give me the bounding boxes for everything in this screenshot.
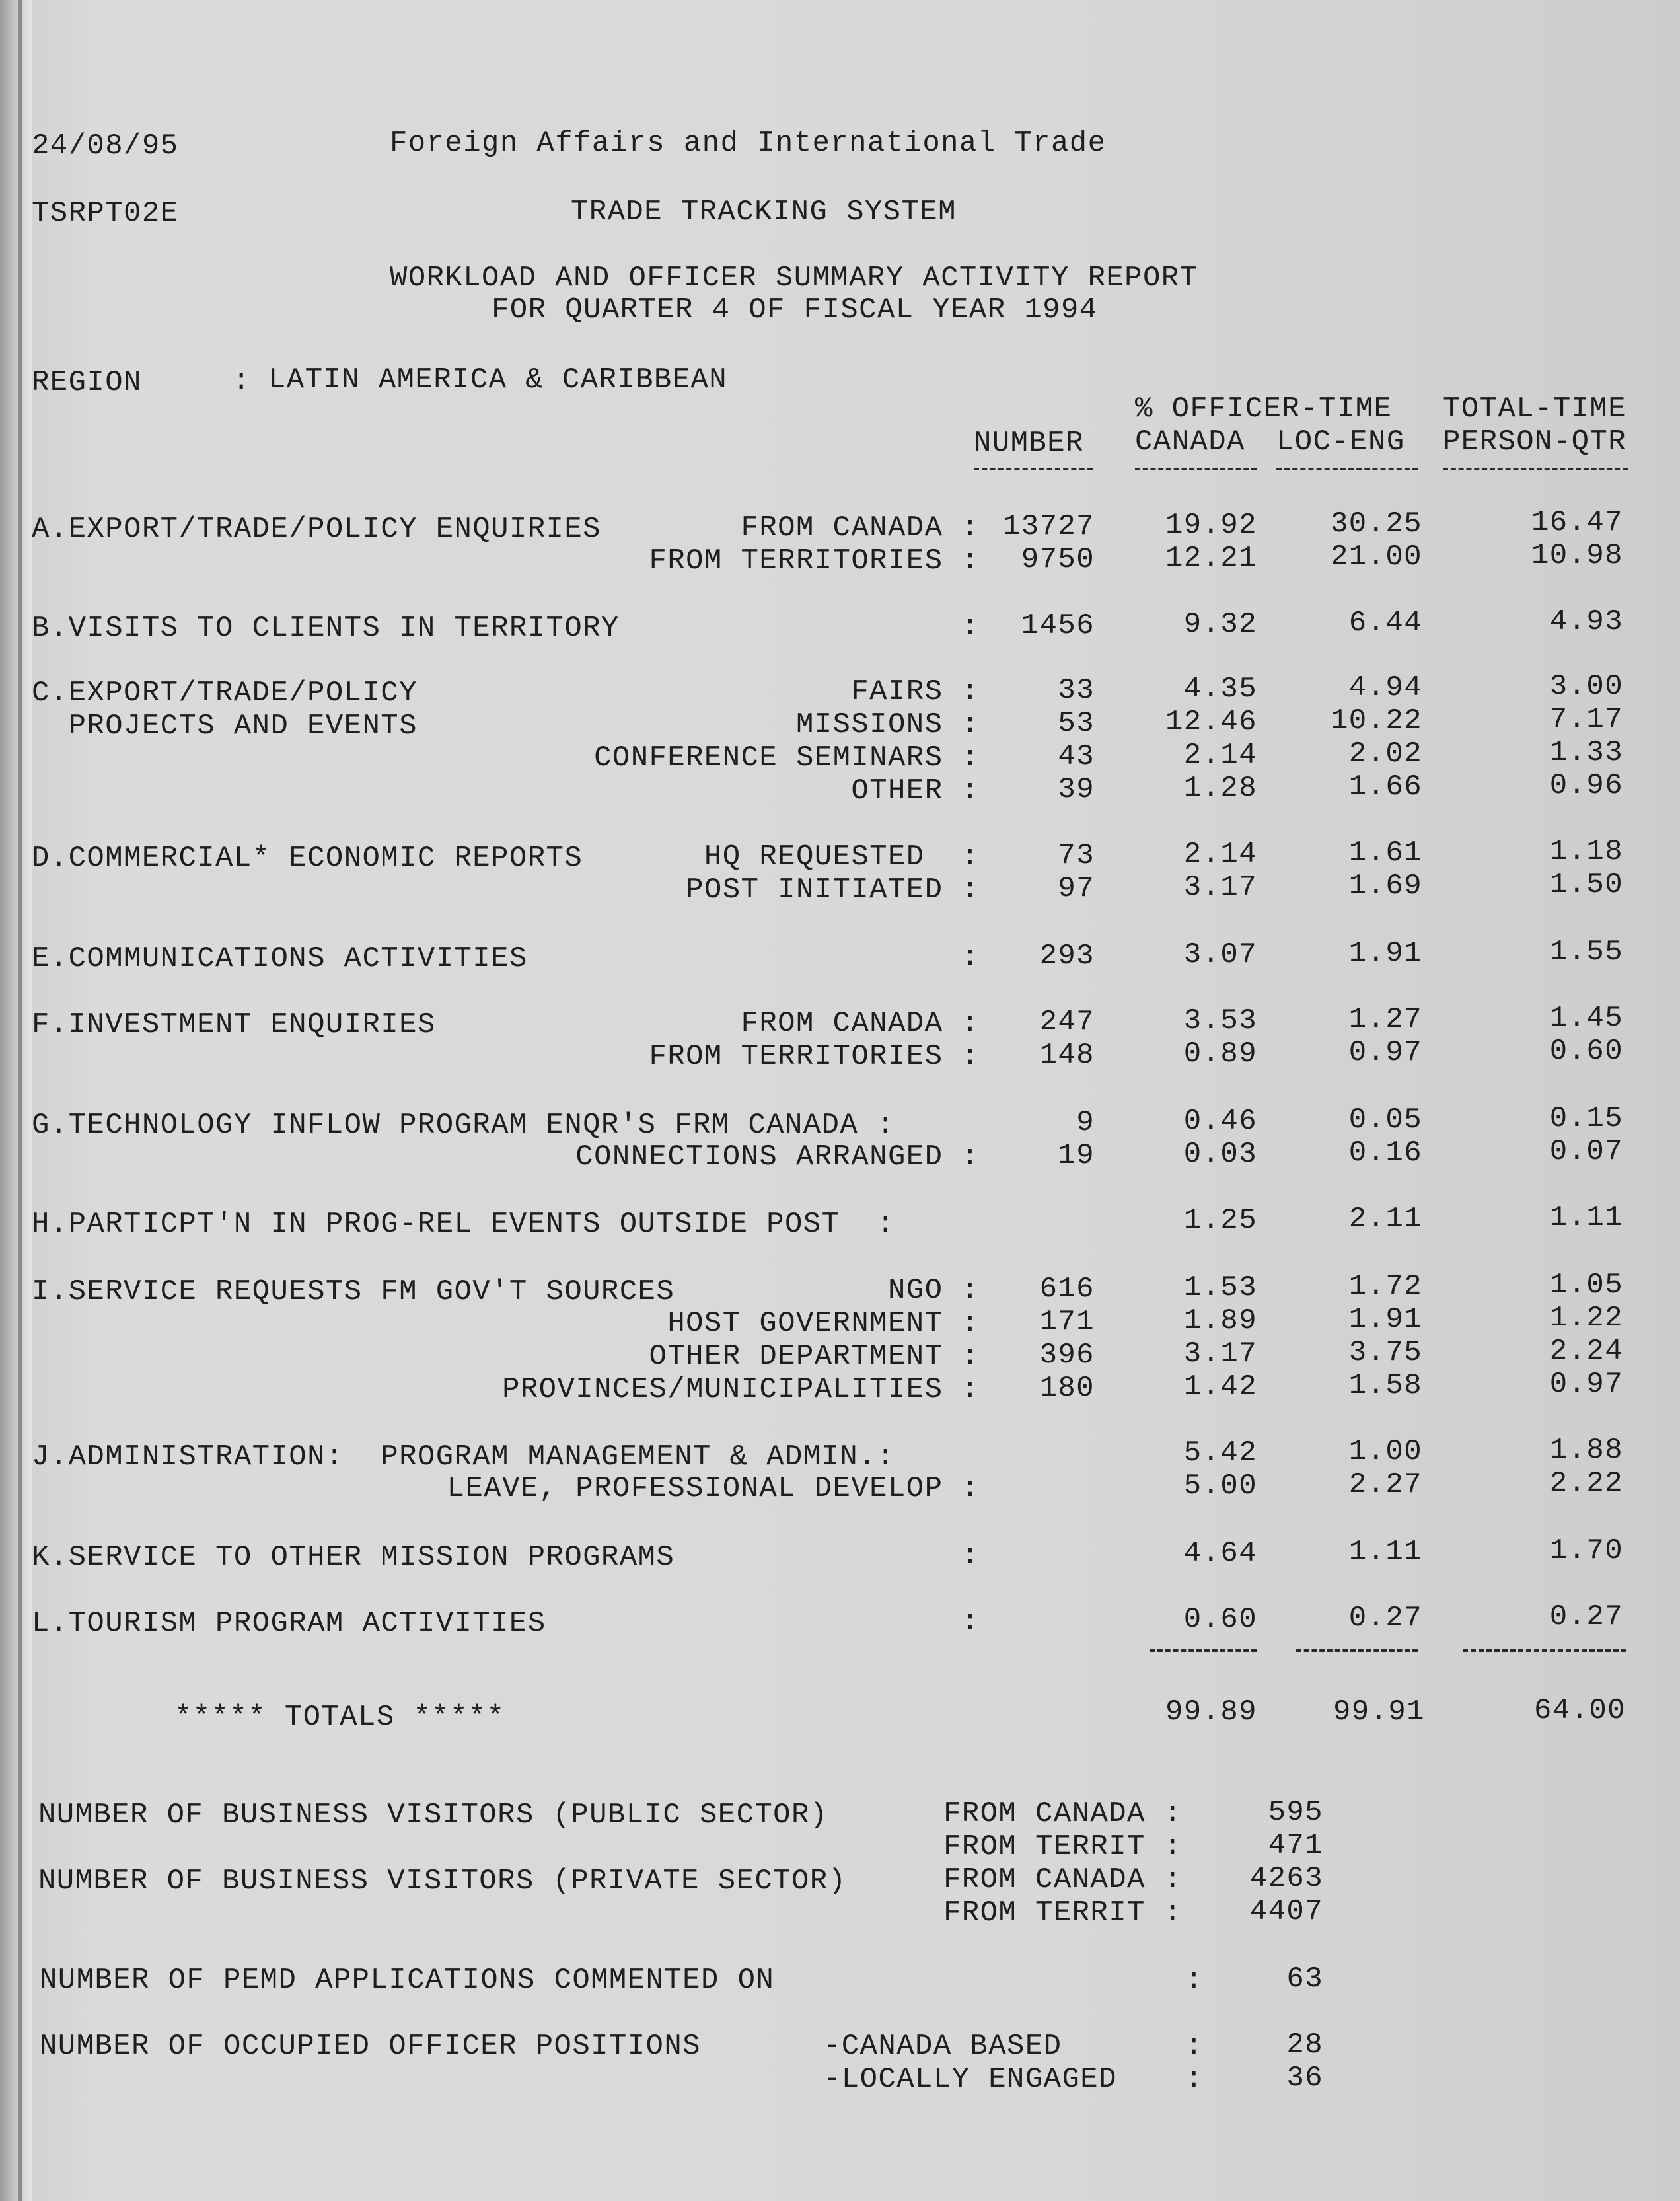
positions-value: 28 <box>1286 2029 1323 2062</box>
row-person-qtr: 0.27 <box>1549 1600 1623 1633</box>
row-canada-pct: 2.14 <box>1183 739 1257 772</box>
region-value: LATIN AMERICA & CARIBBEAN <box>268 363 728 396</box>
row-loc-eng-pct: 0.27 <box>1348 1602 1422 1635</box>
totals-underline <box>1463 1649 1626 1652</box>
row-person-qtr: 1.33 <box>1549 736 1623 769</box>
row-canada-pct: 19.92 <box>1165 509 1257 542</box>
row-number: 13727 <box>1002 510 1095 543</box>
row-person-qtr: 0.15 <box>1549 1102 1623 1135</box>
row-canada-pct: 12.21 <box>1165 542 1257 575</box>
positions-separator: : <box>1185 2063 1204 2096</box>
positions-label: NUMBER OF OCCUPIED OFFICER POSITIONS <box>40 2030 701 2063</box>
row-canada-pct: 2.14 <box>1183 838 1257 871</box>
row-label: A.EXPORT/TRADE/POLICY ENQUIRIES <box>32 513 601 546</box>
row-number: 148 <box>1039 1039 1095 1072</box>
region-label: REGION <box>32 366 142 399</box>
row-loc-eng-pct: 10.22 <box>1330 704 1422 737</box>
pemd-label: NUMBER OF PEMD APPLICATIONS COMMENTED ON <box>40 1964 775 1997</box>
row-canada-pct: 12.46 <box>1165 706 1257 739</box>
row-sublabel: FROM CANADA : <box>741 1007 980 1040</box>
row-sublabel: PROVINCES/MUNICIPALITIES : <box>502 1373 980 1406</box>
visitors-source: FROM TERRIT : <box>943 1896 1183 1929</box>
row-person-qtr: 10.98 <box>1531 539 1623 572</box>
pemd-separator: : <box>1185 1964 1204 1997</box>
row-sublabel: : <box>961 1540 980 1573</box>
row-loc-eng-pct: 2.27 <box>1348 1468 1422 1501</box>
row-number: 9 <box>1076 1106 1095 1139</box>
row-label: PROJECTS AND EVENTS <box>32 710 418 743</box>
row-loc-eng-pct: 30.25 <box>1330 507 1422 541</box>
row-canada-pct: 5.00 <box>1183 1470 1257 1503</box>
row-person-qtr: 0.60 <box>1549 1035 1623 1068</box>
row-sublabel: NGO : <box>887 1274 980 1307</box>
binding-edge <box>0 0 32 2201</box>
row-sublabel: FAIRS : <box>851 675 980 708</box>
row-person-qtr: 3.00 <box>1549 670 1623 703</box>
row-person-qtr: 1.70 <box>1549 1534 1623 1567</box>
visitors-source: FROM CANADA : <box>943 1863 1183 1896</box>
row-number: 247 <box>1039 1006 1095 1039</box>
row-number: 293 <box>1039 940 1095 973</box>
row-sublabel: POST INITIATED : <box>686 874 980 907</box>
visitors-value: 4407 <box>1249 1895 1323 1928</box>
row-number: 19 <box>1058 1139 1095 1172</box>
row-canada-pct: 1.53 <box>1183 1271 1257 1304</box>
row-person-qtr: 0.07 <box>1549 1135 1623 1168</box>
row-sublabel: : <box>961 941 980 974</box>
row-canada-pct: 0.46 <box>1183 1105 1257 1138</box>
row-loc-eng-pct: 1.66 <box>1348 770 1422 803</box>
row-person-qtr: 0.97 <box>1549 1368 1623 1401</box>
row-sublabel: HOST GOVERNMENT : <box>667 1307 980 1340</box>
row-label: B.VISITS TO CLIENTS IN TERRITORY <box>32 612 620 645</box>
row-number: 1456 <box>1021 609 1095 642</box>
visitors-label: NUMBER OF BUSINESS VISITORS (PUBLIC SECTOR) <box>38 1799 828 1832</box>
row-sublabel: FROM TERRITORIES : <box>649 1040 980 1073</box>
row-loc-eng-pct: 1.11 <box>1348 1536 1422 1569</box>
row-canada-pct: 9.32 <box>1183 608 1257 641</box>
col-total-time: TOTAL-TIME <box>1443 392 1627 426</box>
row-label: L.TOURISM PROGRAM ACTIVITIES <box>32 1607 546 1640</box>
col-loc-eng: LOC-ENG <box>1276 426 1405 459</box>
report-title: WORKLOAD AND OFFICER SUMMARY ACTIVITY REPORT <box>390 262 1198 295</box>
pemd-value: 63 <box>1286 1962 1323 1996</box>
row-loc-eng-pct: 2.11 <box>1348 1203 1422 1236</box>
row-loc-eng-pct: 1.58 <box>1348 1369 1422 1402</box>
report-code: TSRPT02E <box>32 197 179 230</box>
row-number: 53 <box>1058 707 1095 740</box>
row-person-qtr: 4.93 <box>1549 605 1623 638</box>
row-canada-pct: 4.35 <box>1183 673 1257 706</box>
row-loc-eng-pct: 6.44 <box>1348 607 1422 640</box>
row-sublabel: HQ REQUESTED : <box>704 840 980 874</box>
col-officer-time: % OFFICER-TIME <box>1135 392 1393 426</box>
row-person-qtr: 2.22 <box>1549 1467 1623 1500</box>
row-canada-pct: 1.28 <box>1183 772 1257 805</box>
row-label: G.TECHNOLOGY INFLOW PROGRAM ENQR'S FRM CANADA : <box>32 1109 895 1142</box>
row-label: E.COMMUNICATIONS ACTIVITIES <box>32 942 528 975</box>
row-loc-eng-pct: 1.61 <box>1348 837 1422 870</box>
row-label: H.PARTICPT'N IN PROG-REL EVENTS OUTSIDE POST : <box>32 1208 895 1241</box>
row-loc-eng-pct: 1.72 <box>1348 1270 1422 1303</box>
binding-rule <box>18 0 22 2201</box>
row-sublabel: CONFERENCE SEMINARS : <box>594 741 980 774</box>
row-sublabel: CONNECTIONS ARRANGED : <box>575 1140 980 1174</box>
row-canada-pct: 1.42 <box>1183 1370 1257 1403</box>
row-person-qtr: 1.11 <box>1549 1201 1623 1234</box>
col-underline <box>1443 468 1628 470</box>
row-loc-eng-pct: 4.94 <box>1348 671 1422 704</box>
row-label: K.SERVICE TO OTHER MISSION PROGRAMS <box>32 1541 675 1574</box>
totals-canada: 99.89 <box>1165 1696 1257 1729</box>
row-sublabel: : <box>961 611 980 644</box>
row-person-qtr: 1.88 <box>1549 1434 1623 1467</box>
department-name: Foreign Affairs and International Trade <box>390 127 1107 160</box>
row-loc-eng-pct: 21.00 <box>1330 541 1422 574</box>
row-person-qtr: 0.96 <box>1549 769 1623 802</box>
report-subtitle: FOR QUARTER 4 OF FISCAL YEAR 1994 <box>492 293 1098 326</box>
row-sublabel: : <box>961 1606 980 1639</box>
report-date: 24/08/95 <box>32 130 179 163</box>
positions-type: -LOCALLY ENGAGED <box>823 2063 1117 2096</box>
row-canada-pct: 5.42 <box>1183 1436 1257 1470</box>
row-canada-pct: 0.89 <box>1183 1037 1257 1070</box>
region-separator: : <box>233 365 251 398</box>
row-person-qtr: 16.47 <box>1531 506 1623 539</box>
row-loc-eng-pct: 1.27 <box>1348 1003 1422 1036</box>
visitors-value: 595 <box>1268 1796 1323 1829</box>
row-number: 616 <box>1039 1273 1095 1306</box>
row-loc-eng-pct: 2.02 <box>1348 737 1422 770</box>
row-loc-eng-pct: 0.97 <box>1348 1036 1422 1069</box>
col-underline <box>974 468 1093 470</box>
totals-person-qtr: 64.00 <box>1533 1694 1626 1727</box>
row-label: F.INVESTMENT ENQUIRIES <box>32 1008 436 1041</box>
row-loc-eng-pct: 1.91 <box>1348 1303 1422 1336</box>
row-canada-pct: 3.17 <box>1183 1337 1257 1370</box>
system-name: TRADE TRACKING SYSTEM <box>571 196 957 229</box>
visitors-label: NUMBER OF BUSINESS VISITORS (PRIVATE SECTOR) <box>38 1865 847 1898</box>
row-loc-eng-pct: 0.05 <box>1348 1103 1422 1137</box>
row-number: 97 <box>1058 872 1095 905</box>
positions-value: 36 <box>1286 2062 1323 2095</box>
row-sublabel: MISSIONS : <box>795 708 980 741</box>
totals-underline <box>1296 1649 1418 1652</box>
col-underline <box>1276 468 1418 470</box>
row-canada-pct: 1.89 <box>1183 1304 1257 1337</box>
row-person-qtr: 1.18 <box>1549 835 1623 868</box>
visitors-value: 471 <box>1268 1829 1323 1862</box>
visitors-source: FROM CANADA : <box>943 1797 1183 1830</box>
row-loc-eng-pct: 3.75 <box>1348 1336 1422 1369</box>
totals-underline <box>1150 1649 1257 1652</box>
positions-type: -CANADA BASED <box>823 2030 1062 2063</box>
row-person-qtr: 2.24 <box>1549 1335 1623 1368</box>
row-sublabel: OTHER DEPARTMENT : <box>649 1340 980 1373</box>
row-canada-pct: 1.25 <box>1183 1204 1257 1237</box>
row-sublabel: OTHER : <box>851 774 980 807</box>
row-loc-eng-pct: 1.91 <box>1348 937 1422 970</box>
row-number: 43 <box>1058 740 1095 773</box>
row-label: C.EXPORT/TRADE/POLICY <box>32 677 418 710</box>
row-loc-eng-pct: 1.00 <box>1348 1435 1422 1468</box>
row-number: 73 <box>1058 839 1095 872</box>
row-number: 9750 <box>1021 543 1095 576</box>
visitors-value: 4263 <box>1249 1862 1323 1895</box>
positions-separator: : <box>1185 2030 1204 2063</box>
row-number: 33 <box>1058 674 1095 707</box>
row-canada-pct: 0.03 <box>1183 1138 1257 1171</box>
row-number: 180 <box>1039 1372 1095 1405</box>
row-number: 171 <box>1039 1306 1095 1339</box>
row-sublabel: FROM TERRITORIES : <box>649 544 980 578</box>
col-number: NUMBER <box>974 427 1084 460</box>
row-canada-pct: 3.07 <box>1183 938 1257 971</box>
row-canada-pct: 4.64 <box>1183 1537 1257 1570</box>
totals-label: ***** TOTALS ***** <box>174 1701 505 1734</box>
row-sublabel: FROM CANADA : <box>741 511 980 544</box>
row-person-qtr: 7.17 <box>1549 703 1623 736</box>
row-loc-eng-pct: 0.16 <box>1348 1137 1422 1170</box>
row-canada-pct: 3.17 <box>1183 871 1257 904</box>
row-sublabel: LEAVE, PROFESSIONAL DEVELOP : <box>447 1472 980 1505</box>
row-person-qtr: 1.55 <box>1549 936 1623 969</box>
row-person-qtr: 1.22 <box>1549 1302 1623 1335</box>
row-loc-eng-pct: 1.69 <box>1348 870 1422 903</box>
row-label: D.COMMERCIAL* ECONOMIC REPORTS <box>32 842 583 875</box>
row-number: 396 <box>1039 1339 1095 1372</box>
row-canada-pct: 0.60 <box>1183 1603 1257 1636</box>
row-number: 39 <box>1058 773 1095 806</box>
row-canada-pct: 3.53 <box>1183 1004 1257 1037</box>
row-person-qtr: 1.45 <box>1549 1002 1623 1035</box>
col-person-qtr: PERSON-QTR <box>1443 426 1627 459</box>
col-underline <box>1135 468 1257 470</box>
row-label: J.ADMINISTRATION: PROGRAM MANAGEMENT & ADMIN.: <box>32 1440 895 1474</box>
totals-loc-eng: 99.91 <box>1333 1696 1425 1729</box>
row-label: I.SERVICE REQUESTS FM GOV'T SOURCES <box>32 1275 675 1308</box>
visitors-source: FROM TERRIT : <box>943 1830 1183 1863</box>
row-person-qtr: 1.05 <box>1549 1269 1623 1302</box>
col-canada: CANADA <box>1135 426 1245 459</box>
row-person-qtr: 1.50 <box>1549 868 1623 901</box>
